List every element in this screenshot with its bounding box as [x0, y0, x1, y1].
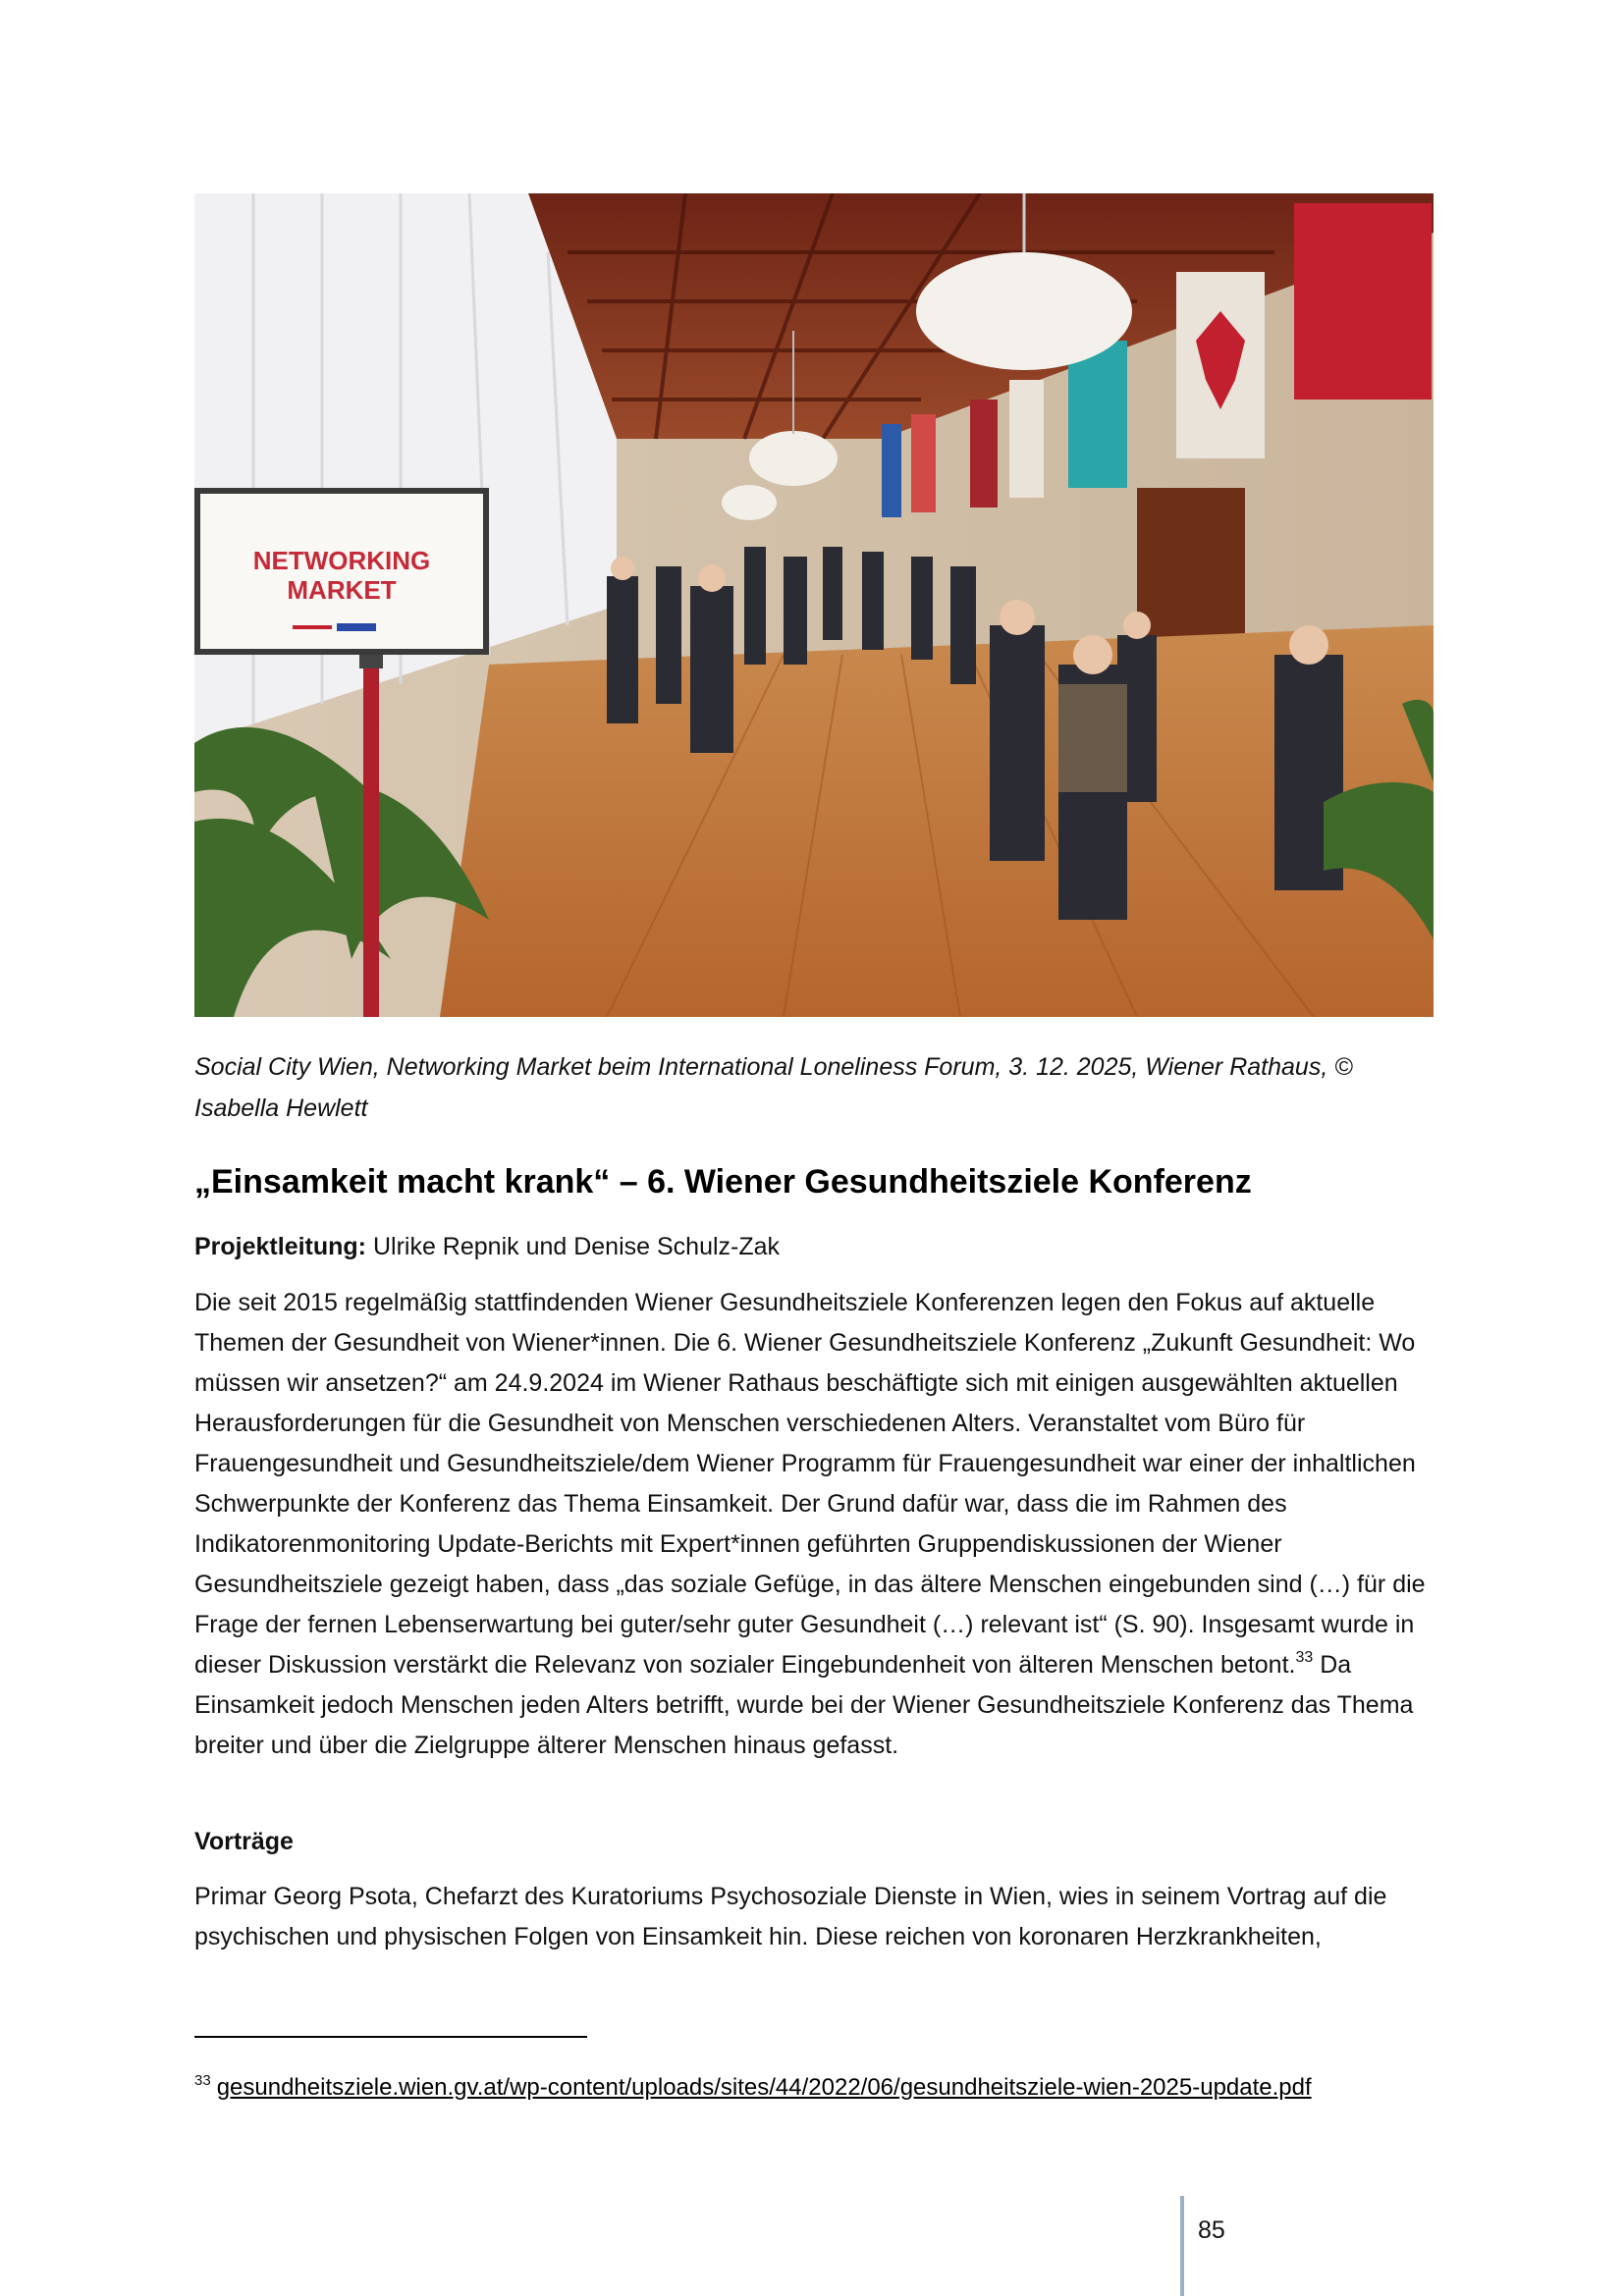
paragraph-intro-text: Die seit 2015 regelmäßig stattfindenden Wiener Gesundheitsziele Konferenzen legen den Fokus auf aktuelle Themen der Gesundheit von Wiener*innen. Die 6. Wiener Gesundheitsziele Konferenz „Zukunft Gesundheit: Wo müssen wir ansetzen?“ am 24.9.2024 im Wiener Rathaus beschäftigte sich mit einigen ausgewählten aktuellen Herausforderungen für die Gesundheit von Menschen verschiedenen Alters. Veranstaltet vom Büro für Frauengesundheit und Gesundheitsziele/dem Wiener Programm für Frauengesundheit war einer der inhaltlichen Schwerpunkte der Konferenz das Thema Einsamkeit. Der Grund dafür war, dass die im Rahmen des Indikatorenmonitoring Update-Berichts mit Expert*innen geführten Gruppendiskussionen der Wiener Gesundheitsziele gezeigt haben, dass „das soziale Gefüge, in das ältere Menschen eingebunden sind (…) für die Frage der fernen Lebenserwartung bei guter/sehr guter Gesundheit (…) relevant ist“ (S. 90). Insgesamt wurde in dieser Diskussion verstärkt die Relevanz von sozialer Eingebundenheit von älteren Menschen betont. — [194, 1289, 1426, 1679]
paragraph-vortraege: Primar Georg Psota, Chefarzt des Kuratoriums Psychosoziale Dienste in Wien, wies in seinem Vortrag auf die psychischen und physischen Folgen von Einsamkeit hin. Diese reichen von koronaren Herzkrankheiten, — [194, 1883, 1387, 1950]
footnote-reference[interactable]: 33 — [1295, 1649, 1314, 1666]
photo-caption: Social City Wien, Networking Market beim International Loneliness Forum, 3. 12. 2025, Wiener Rathaus, © Isabella Hewlett — [194, 1053, 1353, 1122]
paragraph-intro-continued: Da Einsamkeit jedoch Menschen jeden Alters betrifft, wurde bei der Wiener Gesundheitsziele Konferenz das Thema breiter und über die Zielgruppe älterer Menschen hinaus gefasst. — [194, 1651, 1414, 1759]
footnote-link[interactable]: gesundheitsziele.wien.gv.at/wp-content/uploads/sites/44/2022/06/gesundheitsziele-wien-2025-update.pdf — [216, 2074, 1312, 2101]
footnote — [194, 2071, 1471, 2105]
project-lead-label: Projektleitung: — [194, 1233, 367, 1260]
page-number: 85 — [1198, 2216, 1225, 2244]
footnote-number: 33 — [194, 2072, 211, 2089]
section-heading: „Einsamkeit macht krank“ – 6. Wiener Gesundheitsziele Konferenz — [194, 1163, 1252, 1201]
page-number-rule — [1180, 2196, 1184, 2296]
event-photo — [194, 193, 1434, 1017]
sign-line-market: MARKET — [287, 575, 397, 605]
footnote-separator — [194, 2036, 587, 2038]
networking-market-photo — [194, 193, 1434, 1017]
subheading-vortraege: Vorträge — [194, 1828, 294, 1855]
project-lead-names: Ulrike Repnik und Denise Schulz-Zak — [366, 1233, 781, 1260]
paragraph-intro — [194, 1283, 1441, 1766]
sign-line-networking: NETWORKING — [252, 546, 431, 575]
project-lead — [194, 1227, 1441, 1266]
